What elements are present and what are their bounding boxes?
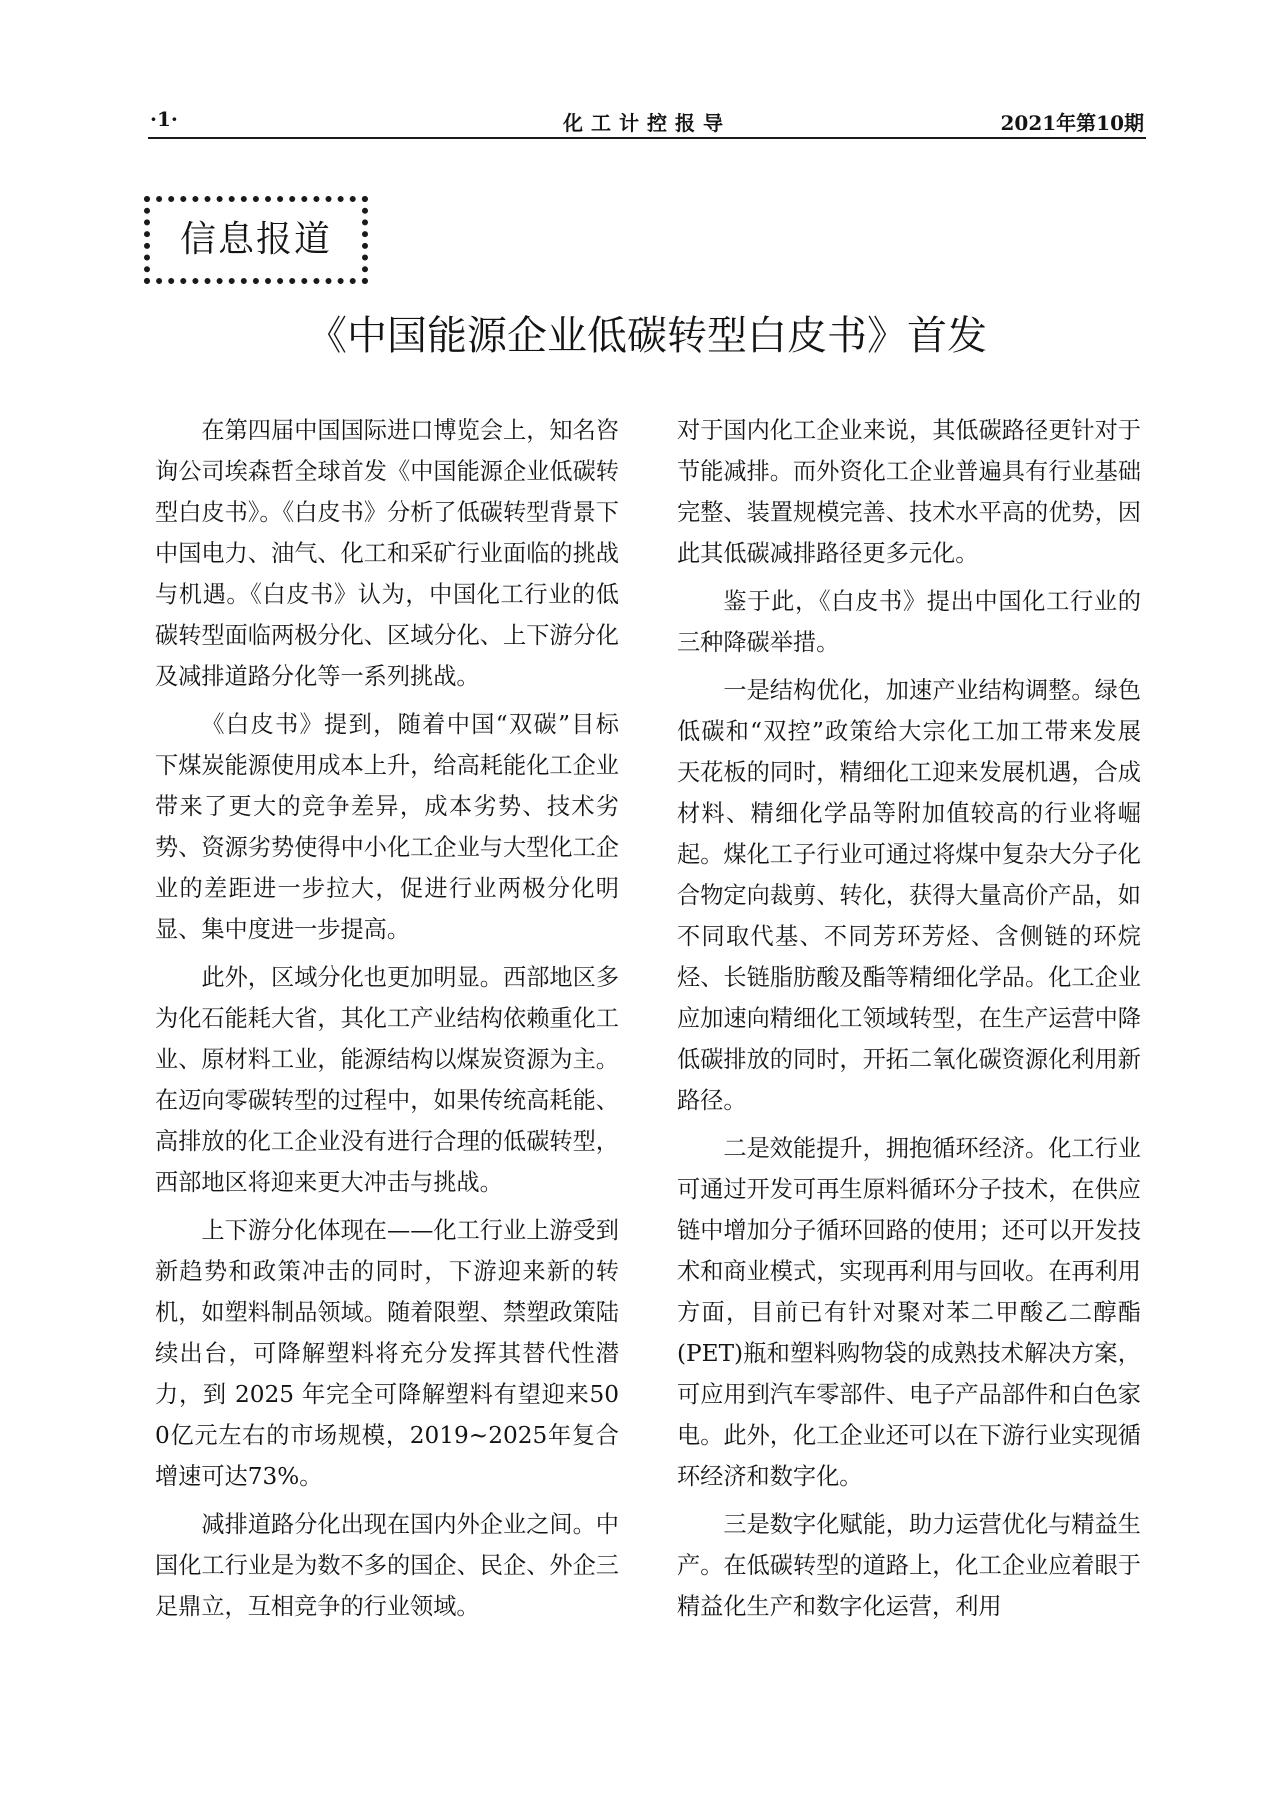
issue-number: 2021年第10期 — [1000, 111, 1144, 135]
left-column — [155, 410, 619, 1634]
section-label: 信息报道 — [179, 219, 332, 260]
page-header — [148, 103, 1146, 139]
paragraph: 上下游分化体现在——化工行业上游受到新趋势和政策冲击的同时，下游迎来新的转机，如塑料制品领域。随着限塑、禁塑政策陆续出台，可降解塑料将充分发挥其替代性潜力，到 2025 年完全可降解塑料有望迎来500亿元左右的市场规模，2019~2025年复合增速可达73%。 — [155, 1217, 619, 1490]
paragraph: 一是结构优化，加速产业结构调整。绿色低碳和“双控”政策给大宗化工加工带来发展天花板的同时，精细化工迎来发展机遇，合成材料、精细化学品等附加值较高的行业将崛起。煤化工子行业可通过将煤中复杂大分子化合物定向裁剪、转化，获得大量高价产品，如不同取代基、不同芳环芳烃、含侧链的环烷烃、长链脂肪酸及酯等精细化学品。化工企业应加速向精细化工领域转型，在生产运营中降低碳排放的同时，开拓二氧化碳资源化利用新路径。 — [677, 677, 1141, 1114]
journal-name: 化工计控报导 — [563, 111, 731, 135]
paragraph: 三是数字化赋能，助力运营优化与精益生产。在低碳转型的道路上，化工企业应着眼于精益化生产和数字化运营，利用 — [677, 1511, 1141, 1620]
paragraph: 在第四届中国国际进口博览会上，知名咨询公司埃森哲全球首发《中国能源企业低碳转型白皮书》。《白皮书》分析了低碳转型背景下中国电力、油气、化工和采矿行业面临的挑战与机遇。《白皮书》认为，中国化工行业的低碳转型面临两极分化、区域分化、上下游分化及减排道路分化等一系列挑战。 — [155, 417, 619, 690]
right-column — [677, 410, 1141, 1634]
paragraph: 二是效能提升，拥抱循环经济。化工行业可通过开发可再生原料循环分子技术，在供应链中增加分子循环回路的使用；还可以开发技术和商业模式，实现再利用与回收。在再利用方面，目前已有针对聚对苯二甲酸乙二醇酯(PET)瓶和塑料购物袋的成熟技术解决方案，可应用到汽车零部件、电子产品部件和白色家电。此外，化工企业还可以在下游行业实现循环经济和数字化。 — [677, 1135, 1141, 1490]
paragraph: 减排道路分化出现在国内外企业之间。中国化工行业是为数不多的国企、民企、外企三足鼎立，互相竞争的行业领域。 — [155, 1511, 619, 1620]
paragraph: 此外，区域分化也更加明显。西部地区多为化石能耗大省，其化工产业结构依赖重化工业、原材料工业，能源结构以煤炭资源为主。在迈向零碳转型的过程中，如果传统高耗能、高排放的化工企业没有进行合理的低碳转型，西部地区将迎来更大冲击与挑战。 — [155, 964, 619, 1196]
article-title: 《中国能源企业低碳转型白皮书》首发 — [307, 313, 987, 359]
paragraph: 鉴于此，《白皮书》提出中国化工行业的三种降碳举措。 — [677, 588, 1141, 656]
section-label-box — [144, 196, 368, 284]
paragraph: 《白皮书》提到，随着中国“双碳”目标下煤炭能源使用成本上升，给高耗能化工企业带来了更大的竞争差异，成本劣势、技术劣势、资源劣势使得中小化工企业与大型化工企业的差距进一步拉大，促进行业两极分化明显、集中度进一步提高。 — [155, 711, 619, 943]
paragraph-continuation: 对于国内化工企业来说，其低碳路径更针对于节能减排。而外资化工企业普遍具有行业基础完整、装置规模完善、技术水平高的优势，因此其低碳减排路径更多元化。 — [677, 417, 1141, 567]
page-number: ·1· — [150, 107, 178, 131]
